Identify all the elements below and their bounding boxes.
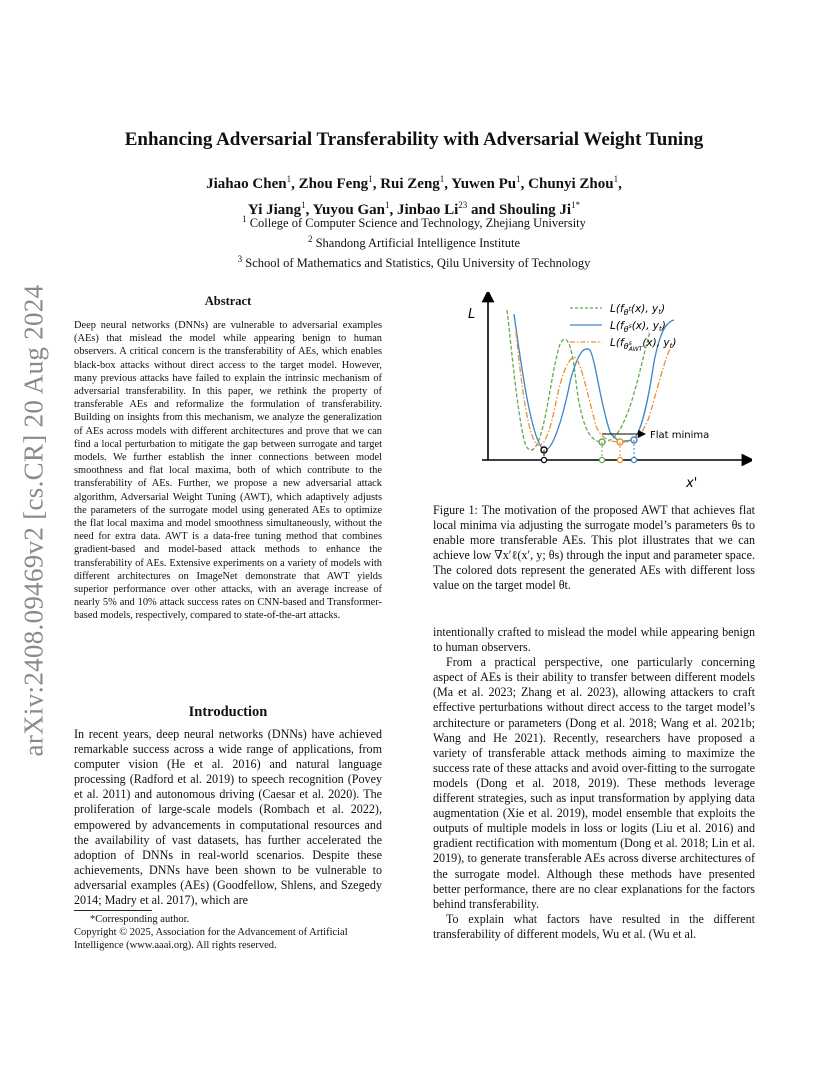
author-name: Yuwen Pu bbox=[451, 176, 517, 192]
author-name: Yi Jiang bbox=[247, 202, 302, 218]
arxiv-id-text: arXiv:2408.09469v2 [cs.CR] 20 Aug 2024 bbox=[18, 284, 49, 756]
flat-minima-label: Flat minima bbox=[650, 430, 710, 441]
introduction-text: In recent years, deep neural networks (DNNs) have achieved remarkable success across a wide range of applications, from computer vision (He et al. 2016) and natural language processing (Radford et al. 2019) to speech recognition (Povey et al. 2011) and autonomous driving (Caesar et al. 2020). The proliferation of large-scale models (Rombach et al. 2022), empowered by advancements in computational resources and the availability of vast datasets, has further accelerated the adoption of DNNs in real-world scenarios. Despite these achievements, DNNs have been shown to be vulnerable to adversarial examples (AEs) (Goodfellow, Shlens, and Szegedy 2014; Madry et al. 2017), which are bbox=[74, 727, 382, 908]
paragraph: From a practical perspective, one particularly concerning aspect of AEs is their ability to transfer between different models (Ma et al. 2023; Zhang et al. 2023), allowing attackers to craft effective perturbations without direct access to the target model’s architecture or parameters (Dong et al. 2018; Wang et al. 2021b; Wang and He 2021). Recently, researchers have proposed a variety of transferable attack methods aiming to maximize the success rate of these attacks and avoid over-fitting to the surrogate models (Dong et al. 2018, 2019). These methods leverage different strategies, such as input transformation by applying data augmentation (Xie et al. 2019), model ensemble that exploits the outputs of multiple models in loss or logits (Liu et al. 2016) and gradient rectification with momentum (Dong et al. 2018; Lin et al. 2019), to generate transferable AEs across diverse architectures of the surrogate model. Although these methods have presented better performance, there are no clear explanations for the factors behind transferability. bbox=[433, 655, 755, 911]
axis-dot-orange bbox=[617, 457, 622, 462]
author-name: Jiahao Chen bbox=[206, 176, 287, 192]
affiliations bbox=[0, 211, 828, 271]
legend-label-target: $L(f_\theta^t(x)$, yt) bbox=[610, 303, 666, 317]
x-axis-label: x' bbox=[686, 476, 698, 491]
footnote bbox=[74, 913, 389, 952]
author-name: Jinbao Li bbox=[396, 202, 459, 218]
legend-label-awt: $L(f_\theta^s$ AWT(x), yt) bbox=[610, 337, 677, 353]
paragraph: To explain what factors have resulted in the different transferability of different models, Wu et al. (Wu et al. bbox=[433, 911, 755, 941]
arxiv-identifier bbox=[14, 285, 54, 755]
author-name: Chunyi Zhou bbox=[528, 176, 614, 192]
footnote-divider bbox=[74, 910, 152, 911]
author-name: Zhou Feng bbox=[298, 176, 369, 192]
paper-title: Enhancing Adversarial Transferability with Adversarial Weight Tuning bbox=[124, 129, 704, 150]
affiliation: $^2$ Shandong Artificial Intelligence Institute bbox=[307, 234, 521, 251]
abstract-text: Deep neural networks (DNNs) are vulnerable to adversarial examples (AEs) that mislead the model while appearing benign to human observers. A critical concern is the transferability of AEs, which enables black-box attacks without direct access to the target model. However, many previous attacks have failed to explain the intrinsic mechanism of adversarial transferability. In this paper, we rethink the property of transferable AEs and reformalize the formulation of transferability. Building on insights from this mechanism, we analyze the generalization of AEs across models with different architectures and prove that we can find a local perturbation to mitigate the gap between surrogate and target models. We further establish the inner connections between model smoothness and flat local maxima, both of which contribute to the transferability of AEs. Further, we propose a new adversarial attack algorithm, Adversarial Weight Tuning (AWT), which adaptively adjusts the parameters of the surrogate model using generated AEs to optimize the flat local maxima and model smoothness simultaneously, without the need for extra data. AWT is a data-free tuning method that combines gradient-based and model-based attack methods to enhance the transferability of AEs. Extensive experiments on a variety of models with different architectures on ImageNet demonstrate that AWT yields superior performance over other attacks, with an average increase of nearly 5% and 10% attack success rates on CNN-based and Transformer-based models, respectively, compared to state-of-the-art attacks. bbox=[74, 320, 382, 622]
y-axis-label: L bbox=[468, 307, 476, 322]
copyright-notice: Copyright © 2025, Association for the Advancement of Artificial Intelligence (www.aaai.org). All rights reserved. bbox=[74, 927, 348, 951]
affiliation: $^1$ College of Computer Science and Technology, Zhejiang University bbox=[242, 214, 586, 231]
paragraph: intentionally crafted to mislead the model while appearing benign to human observers. bbox=[433, 625, 755, 655]
authors-line-1: Jiahao Chen$^1$, Zhou Feng$^1$, Rui Zeng$^1$, Yuwen Pu$^1$, Chunyi Zhou$^1$, bbox=[206, 174, 622, 192]
figure-legend bbox=[570, 303, 676, 353]
corresponding-author-note: *Corresponding author. bbox=[90, 914, 190, 925]
axis-dot-green bbox=[599, 457, 604, 462]
figure-caption: Figure 1: The motivation of the proposed AWT that achieves flat local minima via adjusting the surrogate model’s parameters θs to enable more transferable AEs. This plot illustrates that we can achieve low ∇x′ℓ(x′, y; θs) through the input and parameter space. The colored dots represent the generated AEs with different loss value on the target model θt. bbox=[433, 503, 755, 593]
authors-line-2: Yi Jiang$^1$, Yuyou Gan$^1$, Jinbao Li$^{23}$ and Shouling $Ji^{1*}$ bbox=[247, 200, 581, 218]
axis-dot-blue bbox=[631, 457, 636, 462]
author-name: Shouling Ji bbox=[498, 202, 572, 218]
affiliation: $^3$ School of Mathematics and Statistics, Qilu University of Technology bbox=[237, 254, 591, 271]
right-column-body bbox=[433, 625, 755, 942]
abstract-heading: Abstract bbox=[204, 294, 252, 308]
loss-landscape-plot bbox=[452, 292, 752, 502]
figure-1 bbox=[452, 292, 752, 502]
legend-label-surrogate: $L(f_\theta^s(x)$, yt) bbox=[610, 320, 666, 334]
axis-dot-black bbox=[541, 457, 546, 462]
author-name: Yuyou Gan bbox=[312, 202, 385, 218]
introduction-heading: Introduction bbox=[188, 704, 268, 720]
author-name: Rui Zeng bbox=[380, 176, 440, 192]
